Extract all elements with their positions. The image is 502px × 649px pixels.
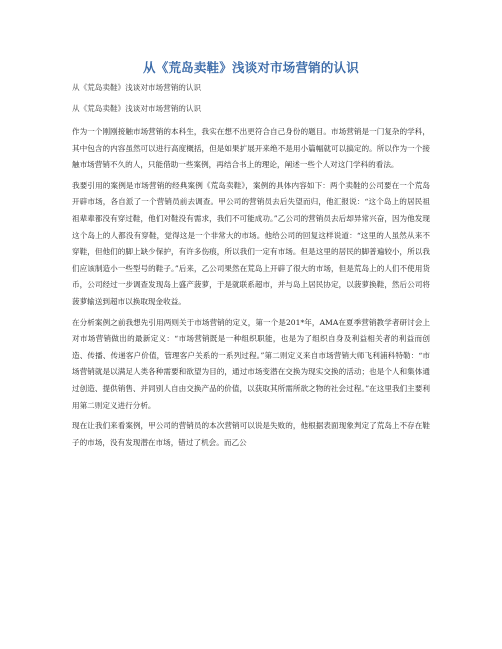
document-subtitle-2: 从《荒岛卖鞋》浅谈对市场营销的认识 [72,104,202,113]
paragraph-case: 我要引用的案例是市场营销的经典案例《荒岛卖鞋》，案例的具体内容如下：两个卖鞋的公司要在一个荒岛开辟市场，各自派了一个营销员前去调查。甲公司的营销员去后失望而归，他汇报说：“这个岛上的居民祖祖辈辈都没有穿过鞋，他们对鞋没有需求，我们不可能成功。”乙公司的营销员去后却异常兴奋，因为他发现这个岛上的人都没有穿鞋，觉得这是一个非常大的市场。他给公司的回复这样说道：“这里的人虽然从来不穿鞋，但他们的脚上缺少保护，有许多伤痕，所以我们一定有市场。但是这里的居民的脚普遍较小，所以我们应该制造小一些型号的鞋子。”后来，乙公司果然在荒岛上开辟了很大的市场，但是荒岛上的人们不使用货币，公司经过一步调查发现岛上盛产菠萝，于是就联系超市，并与岛上居民协定，以菠萝换鞋，然后公司将菠萝输送到超市以换取现金收益。 [72,180,430,306]
paragraph-definitions: 在分析案例之前我想先引用两则关于市场营销的定义，第一个是201*年，AMA在夏季营销教学者研讨会上对市场营销做出的最新定义：“市场营销既是一种组织职能，也是为了组织自身及利益相关者的利益而创造、传播、传递客户价值，管理客户关系的一系列过程。”第二则定义来自市场营销大师飞利浦科特勒：“市场营销就是以满足人类各种需要和欲望为目的，通过市场变潜在交换为现实交换的活动；也是个人和集体通过创造、提供销售、并同别人自由交换产品的价值，以获取其所需所欲之物的社会过程。”在这里我们主要利用第二则定义进行分析。 [72,317,430,410]
document-subtitle-1: 从《荒岛卖鞋》浅谈对市场营销的认识 [72,83,202,92]
paragraph-analysis: 现在让我们来看案例，甲公司的营销员的本次营销可以说是失败的，他根据表面现象判定了荒岛上不存在鞋子的市场，没有发现潜在市场，错过了机会。而乙公 [72,421,430,447]
document-title: 从《荒岛卖鞋》浅谈对市场营销的认识 [143,60,359,75]
paragraph-intro: 作为一个刚刚接触市场营销的本科生，我实在想不出更符合自己身份的题目。市场营销是一门复杂的学科，其中包含的内容虽然可以进行高度概括，但是如果扩展开来绝不是用小篇幅就可以搞定的。所以作为一个接触市场营销不久的人，只能借助一些案例，再结合书上的理论，阐述一些个人对这门学科的看法。 [72,127,430,170]
